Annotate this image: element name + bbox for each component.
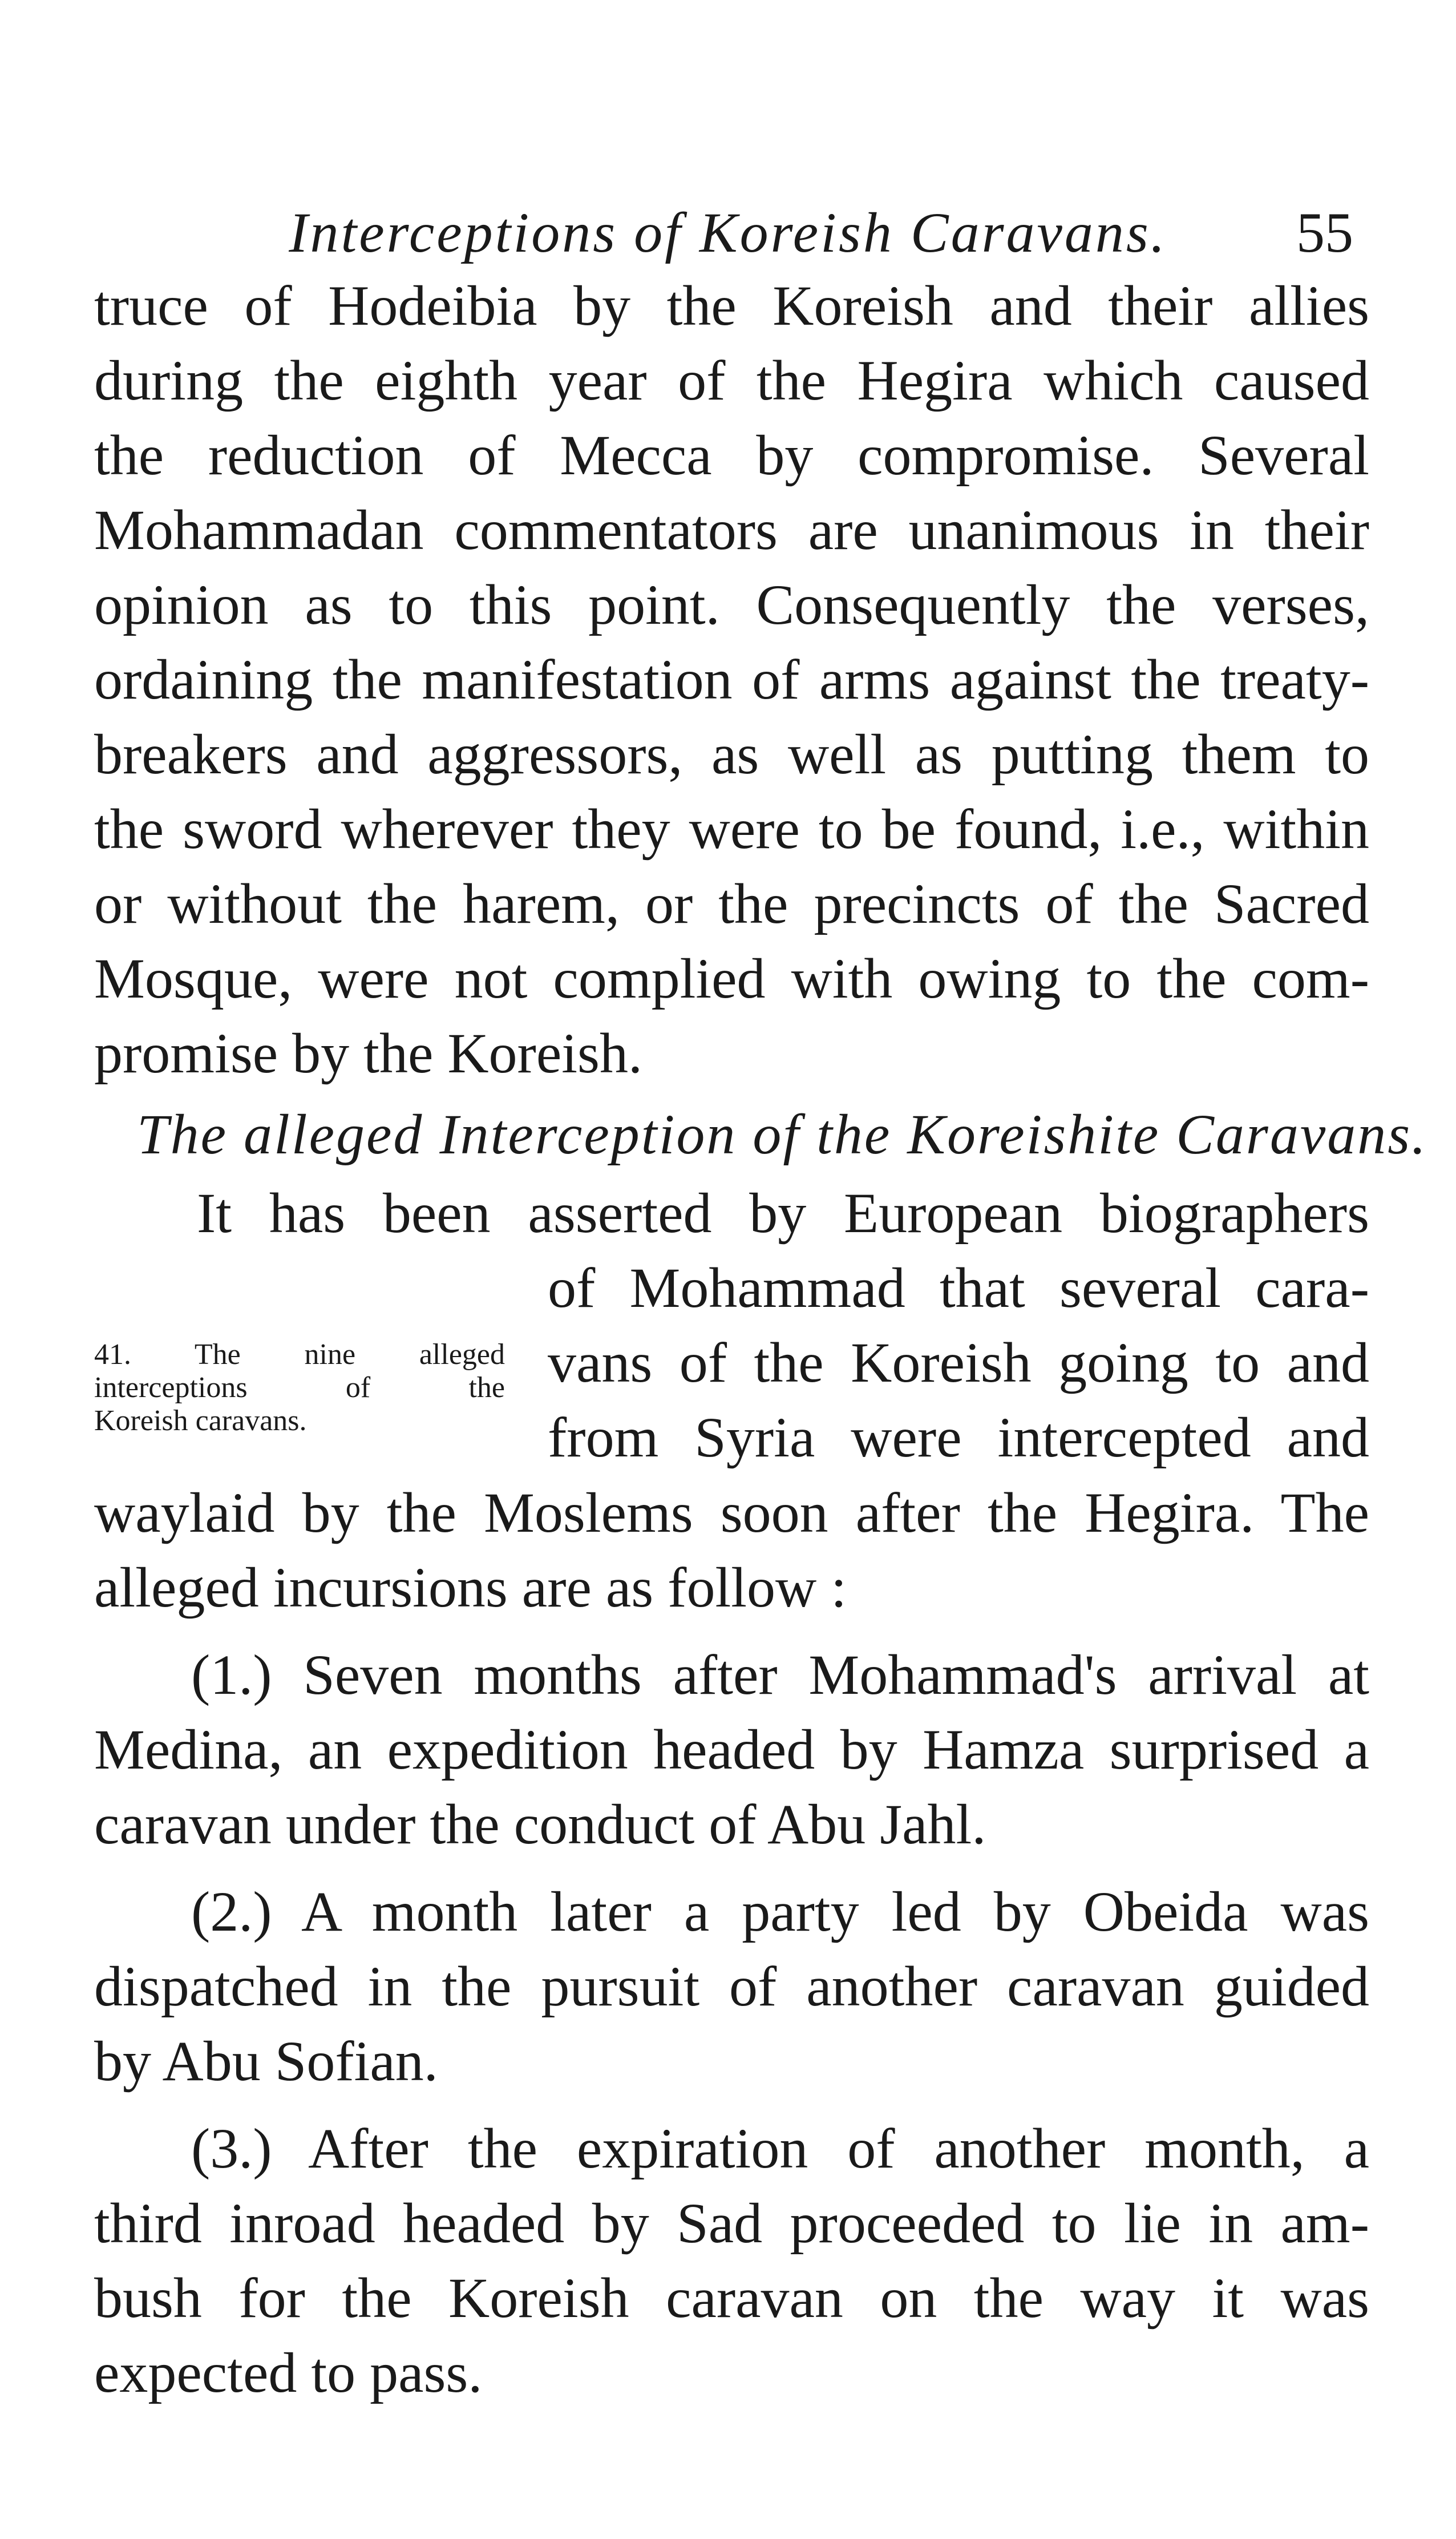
text-line: promise by the Koreish. — [94, 1022, 642, 1085]
text-line: of Mohammad that several cara- — [548, 1256, 1369, 1319]
text-line: truce of Hodeibia by the Koreish and their allies — [94, 274, 1369, 337]
list-item-3 — [94, 2111, 1369, 2410]
text-line: Mosque, were not complied with owing to the com- — [94, 947, 1369, 1010]
text-line: by Abu Sofian. — [94, 2029, 438, 2093]
text-line: dispatched in the pursuit of another caravan guided — [94, 1955, 1369, 2018]
text-line: the sword wherever they were to be found, i.e., within — [94, 797, 1369, 861]
text-line: or without the harem, or the precincts of the Sacred — [94, 872, 1369, 935]
sidenote-line: 41. The nine alleged — [94, 1338, 505, 1371]
section-heading: The alleged Interception of the Koreishite Caravans. — [137, 1103, 1428, 1166]
running-title: Interceptions of Koreish Caravans. — [289, 201, 1167, 264]
sidenote-line: interceptions of the — [94, 1371, 505, 1404]
page-number: 55 — [1296, 201, 1353, 264]
text-line: alleged incursions are as follow : — [94, 1556, 847, 1619]
paragraph-2-continued — [94, 1475, 1369, 2410]
text-line: opinion as to this point. Consequently the verses, — [94, 573, 1369, 636]
text-line: (1.) Seven months after Mohammad's arrival at — [191, 1643, 1369, 1706]
text-line: Mohammadan commentators are unanimous in their — [94, 498, 1369, 562]
text-line: during the eighth year of the Hegira which caused — [94, 349, 1369, 412]
text-line: waylaid by the Moslems soon after the Hegira. The — [94, 1481, 1369, 1544]
text-line: bush for the Koreish caravan on the way it was — [94, 2266, 1369, 2330]
text-line: the reduction of Mecca by compromise. Several — [94, 423, 1369, 487]
text-line: breakers and aggressors, as well as putting them to — [94, 722, 1369, 786]
list-item-1 — [94, 1637, 1369, 1862]
paragraph-2-indented — [548, 1250, 1369, 1475]
text-line: Medina, an expedition headed by Hamza surprised a — [94, 1718, 1369, 1781]
text-line: ordaining the manifestation of arms against the treaty- — [94, 648, 1369, 711]
text-line: expected to pass. — [94, 2341, 483, 2404]
paragraph-2-first-line — [197, 1176, 1369, 1250]
marginal-sidenote — [94, 1338, 505, 1438]
sidenote-line: Koreish caravans. — [94, 1404, 307, 1437]
paragraph-1 — [94, 268, 1369, 1091]
text-line: caravan under the conduct of Abu Jahl. — [94, 1793, 986, 1856]
page-header — [0, 200, 1456, 274]
text-line: (3.) After the expiration of another month, a — [191, 2117, 1369, 2180]
text-line: third inroad headed by Sad proceeded to lie in am- — [94, 2191, 1369, 2255]
text-line: vans of the Koreish going to and — [548, 1331, 1369, 1394]
list-item-2 — [94, 1874, 1369, 2098]
text-line: from Syria were intercepted and — [548, 1406, 1369, 1469]
text-line: (2.) A month later a party led by Obeida was — [191, 1880, 1369, 1943]
text-line: It has been asserted by European biographers — [197, 1181, 1369, 1245]
